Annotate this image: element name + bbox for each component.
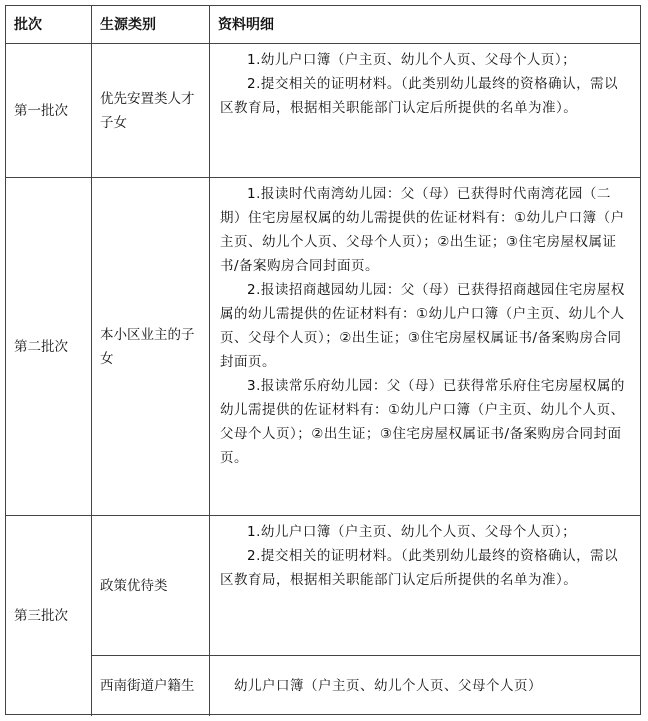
detail-item: 1.幼儿户口簿（户主页、幼儿个人页、父母个人页）； <box>247 52 577 68</box>
category-2-cell: 本小区业主的子女 <box>92 178 210 516</box>
header-batch: 批次 <box>6 6 92 44</box>
details-4-cell: 幼儿户口簿（户主页、幼儿个人页、父母个人页） <box>234 678 542 694</box>
header-details: 资料明细 <box>210 6 640 44</box>
detail-item: 2.报读招商越园幼儿园：父（母）已获得招商越园住宅房屋权属的幼儿需提供的佐证材料有：①幼儿户口簿（户主页、幼儿个人页、父母个人页）；②出生证；③住宅房屋权属证书/备案购房合同封面页。 <box>220 282 625 370</box>
header-category: 生源类别 <box>92 6 210 44</box>
category-1-cell: 优先安置类人才子女 <box>92 44 210 178</box>
details-3-cell <box>210 516 640 656</box>
batch-3-cell: 第三批次 <box>6 516 92 716</box>
detail-item: 1.报读时代南湾幼儿园：父（母）已获得时代南湾花园（二期）住宅房屋权属的幼儿需提供的佐证材料有：①幼儿户口簿（户主页、幼儿个人页、父母个人页）；②出生证；③住宅房屋权属证书/备案购房合同封面页。 <box>220 186 625 274</box>
category-4-cell: 西南街道户籍生 <box>92 656 210 716</box>
detail-item: 2.提交相关的证明材料。（此类别幼儿最终的资格确认，需以区教育局，根据相关职能部门认定后所提供的名单为准）。 <box>220 548 619 588</box>
admission-materials-table <box>5 5 641 715</box>
details-2-cell <box>210 178 640 516</box>
detail-item: 3.报读常乐府幼儿园：父（母）已获得常乐府住宅房屋权属的幼儿需提供的佐证材料有：①幼儿户口簿（户主页、幼儿个人页、父母个人页）；②出生证；③住宅房屋权属证书/备案购房合同封面页。 <box>220 378 625 466</box>
category-3-cell: 政策优待类 <box>92 516 210 656</box>
detail-item: 2.提交相关的证明材料。（此类别幼儿最终的资格确认，需以区教育局，根据相关职能部门认定后所提供的名单为准）。 <box>220 76 619 116</box>
batch-2-cell: 第二批次 <box>6 178 92 516</box>
detail-item: 1.幼儿户口簿（户主页、幼儿个人页、父母个人页）； <box>247 524 577 540</box>
batch-1-cell: 第一批次 <box>6 44 92 178</box>
details-1-cell <box>210 44 640 178</box>
